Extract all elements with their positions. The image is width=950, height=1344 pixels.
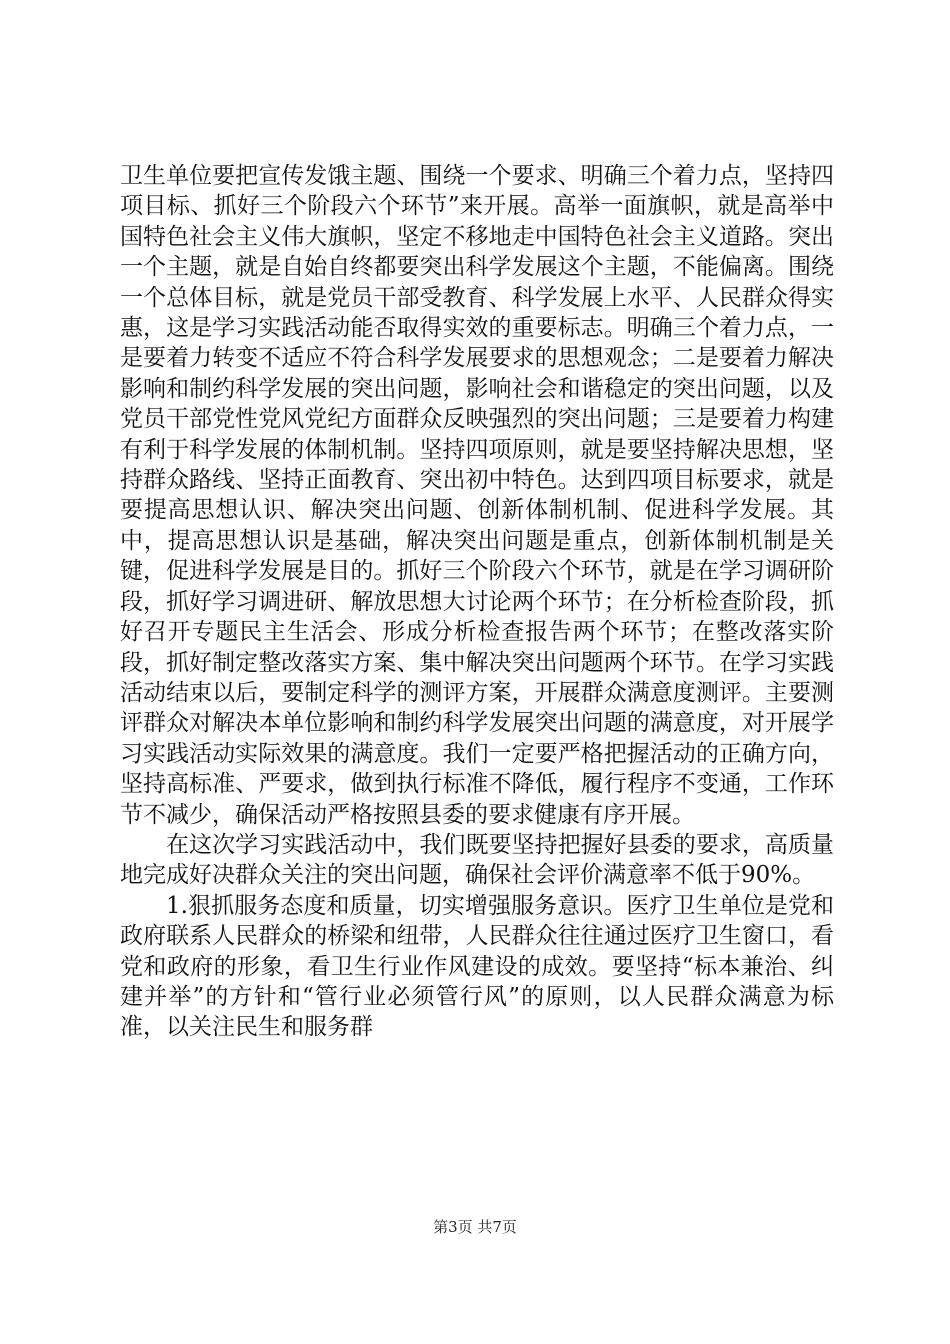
document-body [120, 161, 834, 1043]
page-footer: 第3页 共7页 [433, 1218, 517, 1236]
paragraph-2: 在这次学习实践活动中，我们既要坚持把握好县委的要求，高质量地完成好决群众关注的突出问题，确保社会评价满意率不低于90%。 [120, 831, 834, 889]
paragraph-1: 卫生单位要把宣传发饿主题、围绕一个要求、明确三个着力点，坚持四项目标、抓好三个阶段六个环节”来开展。高举一面旗帜，就是高举中国特色社会主义伟大旗帜，坚定不移地走中国特色社会主义道路。突出一个主题，就是自始自终都要突出科学发展这个主题，不能偏离。围绕一个总体目标，就是党员干部受教育、科学发展上水平、人民群众得实惠，这是学习实践活动能否取得实效的重要标志。明确三个着力点，一是要着力转变不适应不符合科学发展要求的思想观念；二是要着力解决影响和制约科学发展的突出问题，影响社会和谐稳定的突出问题，以及党员干部党性党风党纪方面群众反映强烈的突出问题；三是要着力构建有利于科学发展的体制机制。坚持四项原则，就是要坚持解决思想，坚持群众路线、坚持正面教育、突出初中特色。达到四项目标要求，就是要提高思想认识、解决突出问题、创新体制机制、促进科学发展。其中，提高思想认识是基础，解决突出问题是重点，创新体制机制是关键，促进科学发展是目的。抓好三个阶段六个环节，就是在学习调研阶段，抓好学习调进研、解放思想大讨论两个环节；在分析检查阶段，抓好召开专题民主生活会、形成分析检查报告两个环节；在整改落实阶段，抓好制定整改落实方案、集中解决突出问题两个环节。在学习实践活动结束以后，要制定科学的测评方案，开展群众满意度测评。主要测评群众对解决本单位影响和制约科学发展突出问题的满意度，对开展学习实践活动实际效果的满意度。我们一定要严格把握活动的正确方向，坚持高标准、严要求，做到执行标准不降低，履行程序不变通，工作环节不减少，确保活动严格按照县委的要求健康有序开展。 [120, 163, 834, 828]
paragraph-3: 1.狠抓服务态度和质量，切实增强服务意识。医疗卫生单位是党和政府联系人民群众的桥梁和纽带，人民群众往往通过医疗卫生窗口，看党和政府的形象，看卫生行业作风建设的成效。要坚持“标本兼治、纠建并举”的方针和“管行业必须管行风”的原则，以人民群众满意为标准，以关注民生和服务群 [120, 892, 834, 1041]
